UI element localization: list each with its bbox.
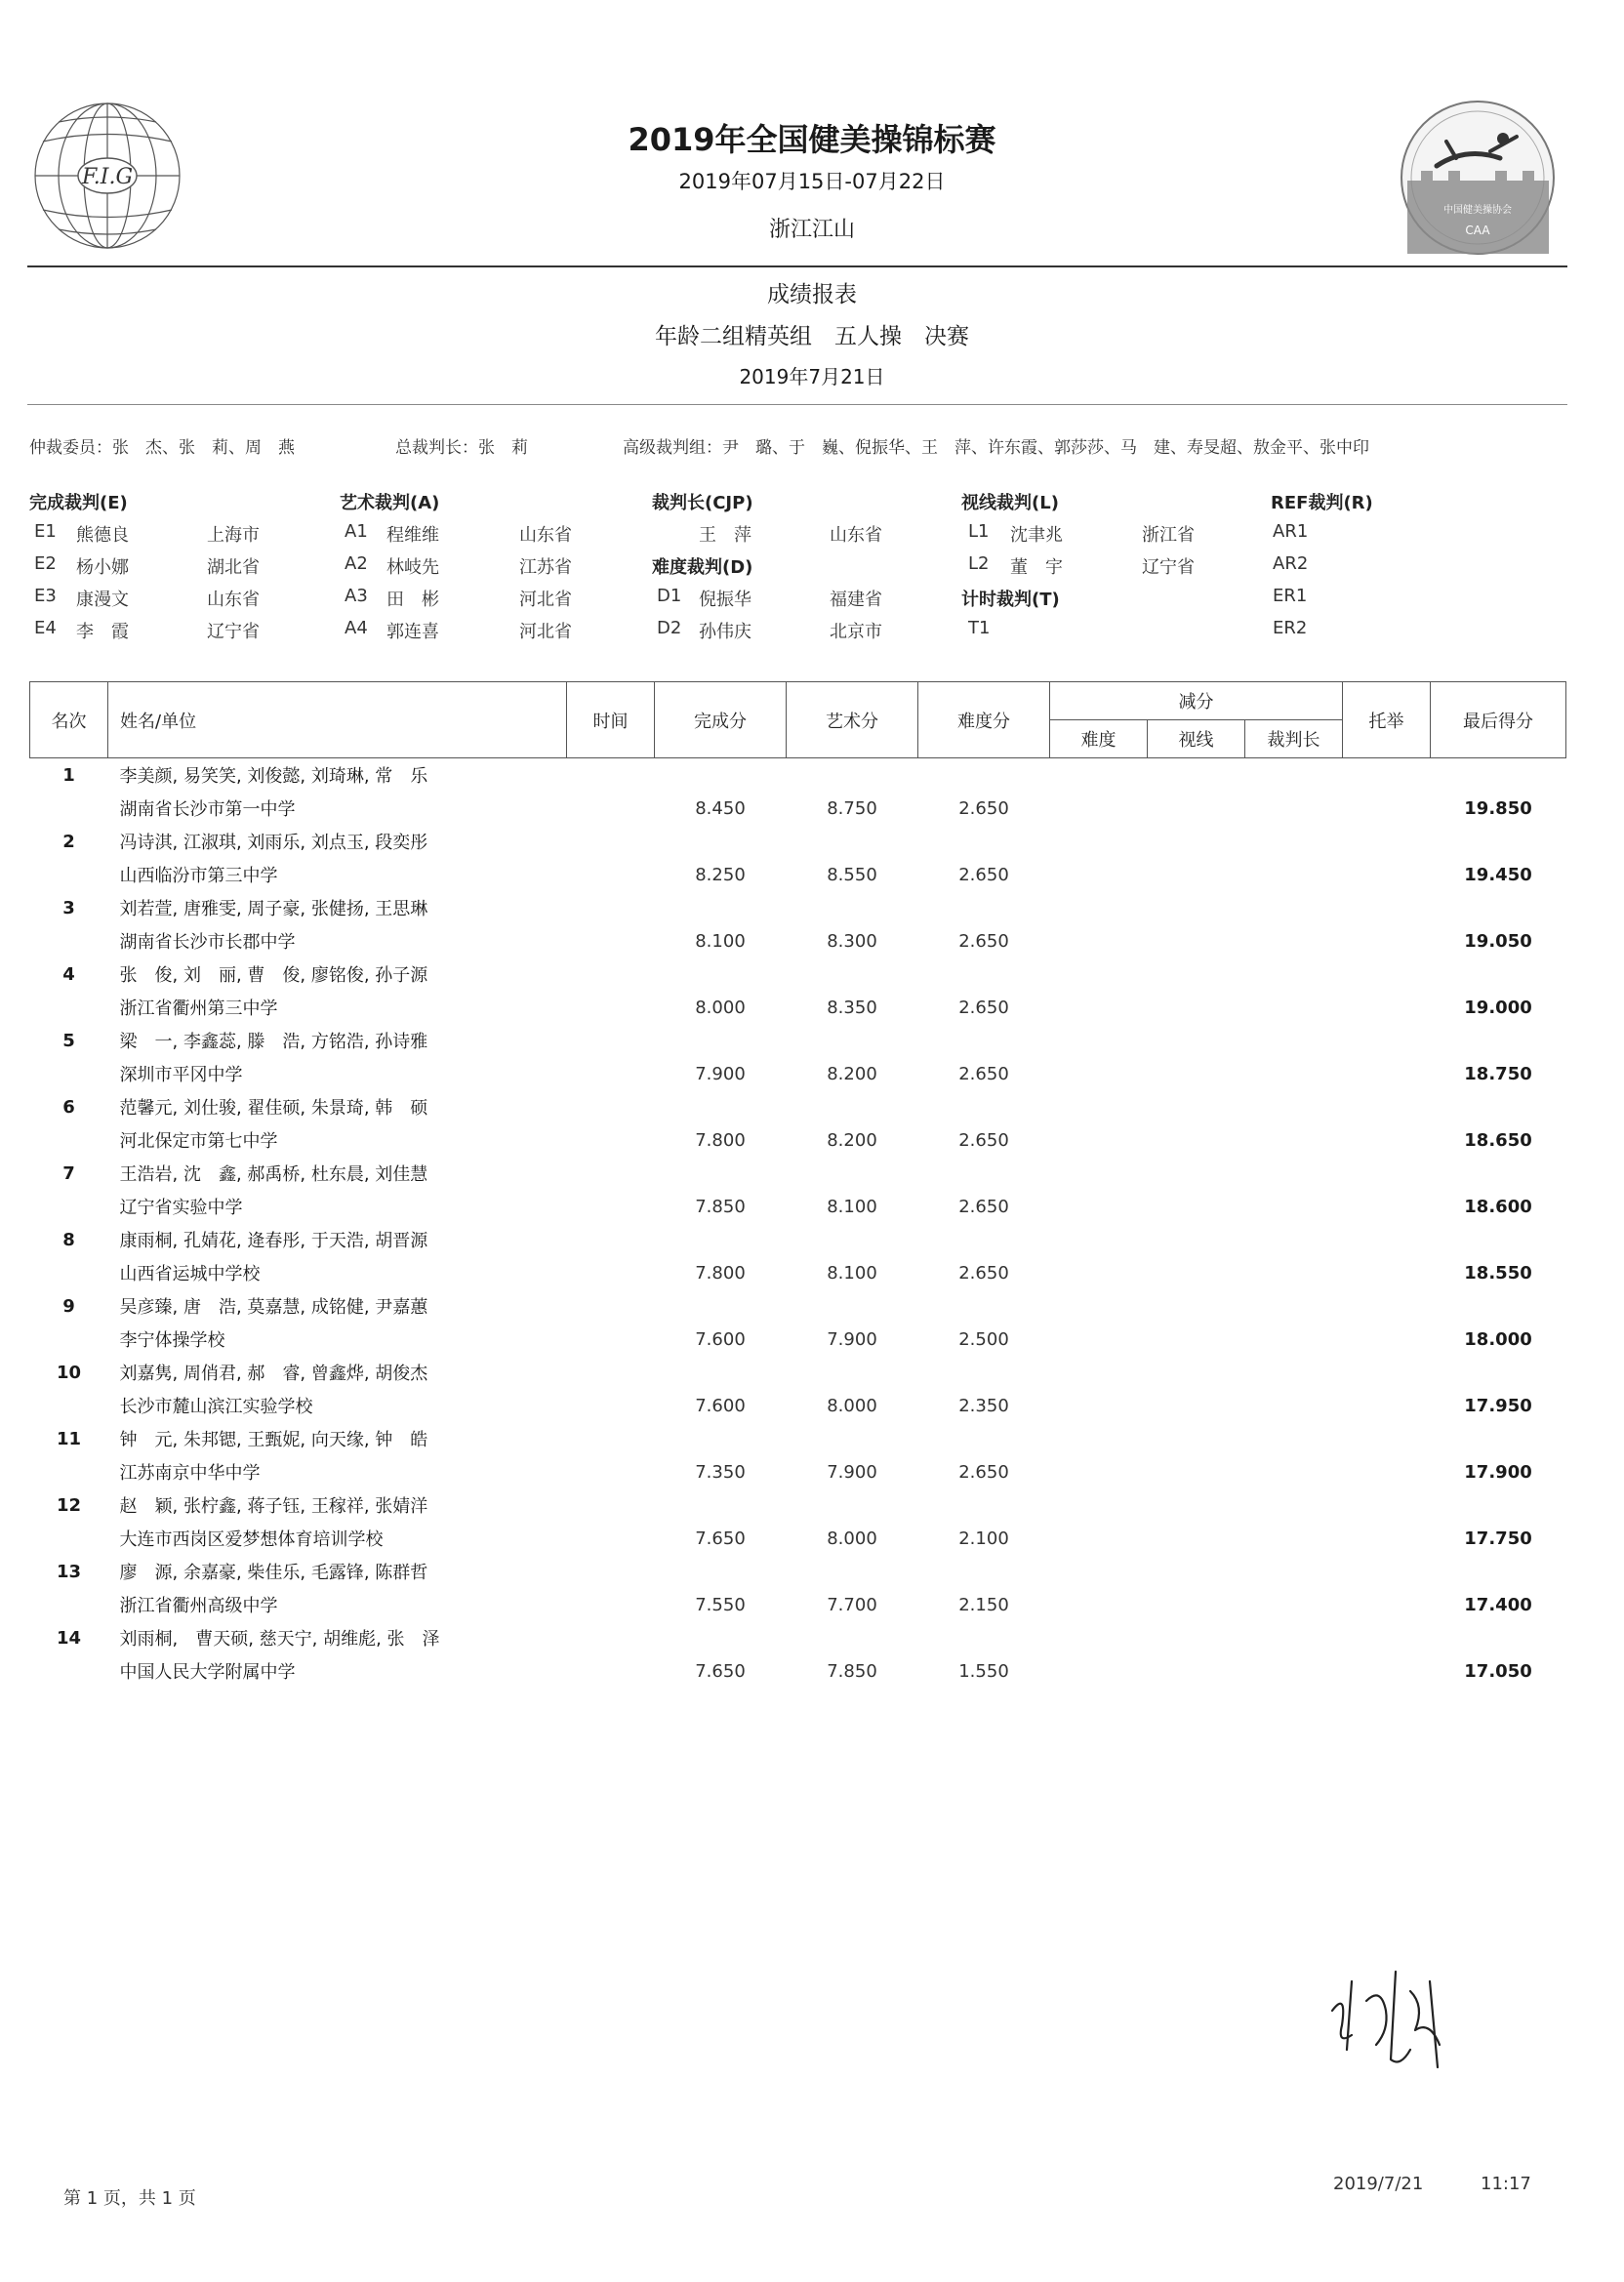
lift-cell [1343,924,1431,958]
ded-difficulty-cell [1050,1654,1148,1688]
table-row [30,825,1566,858]
ded-cjp-cell [1245,924,1343,958]
ded-cjp-cell [1245,1455,1343,1488]
ref-judge-code: AR2 [1273,553,1309,574]
difficulty-score: 2.500 [958,1328,1009,1350]
event-venue: 浙江江山 [768,218,855,242]
lift-cell [1343,1654,1431,1688]
ded-cjp-cell [1245,1389,1343,1422]
ded-cjp-cell [1245,1256,1343,1289]
table-row-scores [30,1588,1566,1621]
page-number: 第 1 页，共 1 页 [63,2188,196,2209]
table-row [30,1488,1566,1522]
ded-cjp-cell [1245,1654,1343,1688]
table-row [30,891,1566,924]
execution-score: 7.650 [695,1660,746,1682]
ded-line-cell [1148,1123,1245,1157]
time-cell [567,792,655,825]
report-subtitle: 年龄二组精英组 五人操 决赛 [655,324,969,349]
athletes-cell: 李美颜, 易笑笑, 刘俊懿, 刘琦琳, 常 乐 [119,766,428,787]
col-lift: 托举 [1343,682,1431,758]
execution-score: 7.350 [695,1461,746,1483]
execution-score: 8.250 [695,864,746,885]
final-score: 18.000 [1464,1328,1532,1350]
timer-judge-title: 计时裁判(T) [961,590,1060,610]
final-score: 17.050 [1464,1660,1532,1682]
rank-cell: 1 [62,764,75,786]
ded-cjp-cell [1245,792,1343,825]
athletes-cell: 吴彦臻, 唐 浩, 莫嘉慧, 成铭健, 尹嘉蕙 [119,1297,428,1318]
event-dates: 2019年07月15日-07月22日 [678,170,946,193]
rank-cell: 13 [56,1561,82,1582]
artistry-score: 8.000 [827,1528,877,1549]
difficulty-score: 2.650 [958,864,1009,885]
rank-cell: 5 [62,1030,75,1051]
rank-cell: 2 [62,831,75,852]
lift-cell [1343,1057,1431,1090]
col-rank: 名次 [30,682,108,758]
artistry-score: 8.350 [827,997,877,1018]
ref-judge-code: ER1 [1273,586,1308,606]
ded-line-cell [1148,1588,1245,1621]
final-score: 18.750 [1464,1063,1532,1084]
col-execution: 完成分 [655,682,787,758]
final-score: 17.950 [1464,1395,1532,1416]
table-row [30,758,1566,793]
execution-score: 7.800 [695,1129,746,1151]
ded-difficulty-cell [1050,1389,1148,1422]
results-table-header [30,682,1566,758]
difficulty-score: 2.650 [958,997,1009,1018]
cjp-title: 裁判长(CJP) [652,493,753,513]
time-cell [567,991,655,1024]
col-artistry: 艺术分 [787,682,918,758]
unit-cell: 山西省运城中学校 [119,1264,261,1284]
print-time: 11:17 [1481,2174,1531,2194]
time-cell [567,1588,655,1621]
col-final: 最后得分 [1431,682,1566,758]
final-score: 17.400 [1464,1594,1532,1615]
execution-score: 8.450 [695,797,746,819]
athletes-cell: 冯诗淇, 江淑琪, 刘雨乐, 刘点玉, 段奕彤 [119,833,428,853]
artistry-score: 7.850 [827,1660,877,1682]
results-table [29,681,1566,1688]
ded-difficulty-cell [1050,1256,1148,1289]
rank-cell: 4 [62,963,75,985]
ded-difficulty-cell [1050,1455,1148,1488]
rank-cell: 14 [56,1627,82,1649]
lift-cell [1343,1123,1431,1157]
table-row [30,958,1566,991]
ded-cjp-cell [1245,1588,1343,1621]
final-score: 18.600 [1464,1196,1532,1217]
time-cell [567,858,655,891]
ded-difficulty-cell [1050,1190,1148,1223]
athletes-cell: 康雨桐, 孔婧花, 逄春彤, 于天浩, 胡晋源 [119,1231,428,1251]
ded-line-cell [1148,1190,1245,1223]
svg-text:F.I.G: F.I.G [81,165,134,189]
table-row-scores [30,858,1566,891]
senior-judges: 高级裁判组：尹 璐、于 巍、倪振华、王 萍、许东霞、郭莎莎、马 建、寿旻超、敖金平、张中印 [623,438,1369,458]
artistry-score: 7.900 [827,1328,877,1350]
table-row-scores [30,1123,1566,1157]
ded-line-cell [1148,1389,1245,1422]
lift-cell [1343,1522,1431,1555]
table-row-scores [30,1389,1566,1422]
artistry-score: 8.000 [827,1395,877,1416]
ded-cjp-cell [1245,1123,1343,1157]
table-row-scores [30,1522,1566,1555]
athletes-cell: 张 俊, 刘 丽, 曹 俊, 廖铭俊, 孙子源 [119,965,428,986]
artistry-score: 8.550 [827,864,877,885]
athletes-cell: 王浩岩, 沈 鑫, 郝禹桥, 杜东晨, 刘佳慧 [119,1164,428,1185]
ded-line-cell [1148,924,1245,958]
final-score: 19.050 [1464,930,1532,952]
table-row-scores [30,924,1566,958]
execution-score: 7.550 [695,1594,746,1615]
line-judges-title: 视线裁判(L) [961,493,1059,513]
lift-cell [1343,1588,1431,1621]
ded-line-cell [1148,1522,1245,1555]
final-score: 18.650 [1464,1129,1532,1151]
unit-cell: 大连市西岗区爱梦想体育培训学校 [119,1529,384,1550]
report-title: 成绩报表 [767,282,857,307]
unit-cell: 辽宁省实验中学 [119,1198,243,1218]
difficulty-score: 2.650 [958,1063,1009,1084]
col-difficulty: 难度分 [918,682,1050,758]
ded-line-cell [1148,991,1245,1024]
ded-cjp-cell [1245,1190,1343,1223]
table-row [30,1356,1566,1389]
ded-difficulty-cell [1050,1123,1148,1157]
final-score: 17.750 [1464,1528,1532,1549]
time-cell [567,924,655,958]
unit-cell: 浙江省衢州高级中学 [119,1596,278,1616]
ded-line-cell [1148,1256,1245,1289]
execution-score: 7.650 [695,1528,746,1549]
table-row-scores [30,1654,1566,1688]
time-cell [567,1455,655,1488]
final-score: 18.550 [1464,1262,1532,1284]
artistry-score: 8.750 [827,797,877,819]
ded-line-cell [1148,1455,1245,1488]
lift-cell [1343,1455,1431,1488]
page-title: 2019年全国健美操锦标赛 [628,121,996,158]
report-divider [27,404,1567,405]
execution-score: 8.100 [695,930,746,952]
ded-cjp-cell [1245,1522,1343,1555]
ded-difficulty-cell [1050,792,1148,825]
table-row [30,1289,1566,1323]
time-cell [567,1389,655,1422]
difficulty-score: 2.650 [958,1461,1009,1483]
report-date: 2019年7月21日 [739,365,885,388]
rank-cell: 3 [62,897,75,918]
jury-members: 仲裁委员：张 杰、张 莉、周 燕 [29,438,295,458]
unit-cell: 李宁体操学校 [119,1330,225,1351]
rank-cell: 9 [62,1295,75,1317]
difficulty-judges-title: 难度裁判(D) [652,557,753,578]
ded-cjp-cell [1245,1057,1343,1090]
difficulty-score: 2.650 [958,1262,1009,1284]
artistry-score: 8.200 [827,1063,877,1084]
artistry-score: 8.300 [827,930,877,952]
final-score: 17.900 [1464,1461,1532,1483]
ded-line-cell [1148,858,1245,891]
unit-cell: 江苏南京中华中学 [119,1463,261,1484]
col-ded-line: 视线 [1148,720,1245,758]
ded-difficulty-cell [1050,1588,1148,1621]
table-row-scores [30,1323,1566,1356]
time-cell [567,1057,655,1090]
rank-cell: 8 [62,1229,75,1250]
execution-score: 7.600 [695,1395,746,1416]
rank-cell: 10 [56,1362,82,1383]
lift-cell [1343,792,1431,825]
final-score: 19.000 [1464,997,1532,1018]
rank-cell: 12 [56,1494,82,1516]
difficulty-score: 2.150 [958,1594,1009,1615]
svg-text:中国健美操协会: 中国健美操协会 [1443,205,1512,216]
execution-score: 7.850 [695,1196,746,1217]
ded-cjp-cell [1245,991,1343,1024]
col-deduction: 减分 [1050,682,1343,720]
table-row [30,1024,1566,1057]
svg-text:CAA: CAA [1465,224,1490,237]
table-row [30,1223,1566,1256]
unit-cell: 深圳市平冈中学 [119,1065,243,1085]
execution-score: 8.000 [695,997,746,1018]
difficulty-score: 2.650 [958,797,1009,819]
athletes-cell: 刘雨桐, 曹天硕, 慈天宁, 胡维彪, 张 泽 [119,1629,440,1650]
lift-cell [1343,1389,1431,1422]
lift-cell [1343,858,1431,891]
results-table-body [30,758,1566,1689]
athletes-cell: 刘嘉隽, 周俏君, 郝 睿, 曾鑫烨, 胡俊杰 [119,1364,428,1384]
time-cell [567,1654,655,1688]
unit-cell: 河北保定市第七中学 [119,1131,278,1152]
execution-score: 7.900 [695,1063,746,1084]
ded-line-cell [1148,1057,1245,1090]
athletes-cell: 梁 一, 李鑫蕊, 滕 浩, 方铭浩, 孙诗雅 [119,1032,428,1052]
lift-cell [1343,1256,1431,1289]
artistry-score: 8.100 [827,1196,877,1217]
execution-judges-title: 完成裁判(E) [29,493,128,513]
lift-cell [1343,1190,1431,1223]
ref-judge-code: ER2 [1273,618,1308,638]
difficulty-score: 1.550 [958,1660,1009,1682]
table-row [30,1157,1566,1190]
ded-difficulty-cell [1050,1522,1148,1555]
execution-score: 7.800 [695,1262,746,1284]
final-score: 19.850 [1464,797,1532,819]
rank-cell: 6 [62,1096,75,1118]
table-row [30,1621,1566,1654]
artistry-score: 7.900 [827,1461,877,1483]
rank-cell: 7 [62,1162,75,1184]
unit-cell: 中国人民大学附属中学 [119,1662,296,1683]
head-judge: 总裁判长：张 莉 [395,438,528,458]
print-date: 2019/7/21 [1333,2174,1424,2194]
timer-judge-code: T1 [968,618,991,638]
signature [1313,1952,1469,2079]
table-row [30,1090,1566,1123]
table-row-scores [30,1057,1566,1090]
difficulty-score: 2.650 [958,1196,1009,1217]
ded-cjp-cell [1245,858,1343,891]
athletes-cell: 范馨元, 刘仕骏, 翟佳硕, 朱景琦, 韩 硕 [119,1098,428,1119]
ded-line-cell [1148,1654,1245,1688]
difficulty-score: 2.100 [958,1528,1009,1549]
ded-line-cell [1148,1323,1245,1356]
artistry-score: 8.100 [827,1262,877,1284]
table-row [30,1422,1566,1455]
unit-cell: 浙江省衢州第三中学 [119,998,278,1019]
athletes-cell: 钟 元, 朱邦锶, 王甄妮, 向天缘, 钟 皓 [119,1430,428,1450]
final-score: 19.450 [1464,864,1532,885]
artistry-score: 7.700 [827,1594,877,1615]
col-ded-difficulty: 难度 [1050,720,1148,758]
col-time: 时间 [567,682,655,758]
difficulty-score: 2.650 [958,1129,1009,1151]
ded-difficulty-cell [1050,924,1148,958]
athletes-cell: 刘若萱, 唐雅雯, 周子豪, 张健扬, 王思琳 [119,899,428,919]
unit-cell: 山西临汾市第三中学 [119,866,278,886]
ref-judges-title: REF裁判(R) [1271,493,1373,513]
ref-judge-code: AR1 [1273,521,1309,542]
table-row-scores [30,1455,1566,1488]
lift-cell [1343,991,1431,1024]
lift-cell [1343,1323,1431,1356]
athletes-cell: 廖 源, 余嘉豪, 柴佳乐, 毛露锋, 陈群哲 [119,1563,428,1583]
col-ded-cjp: 裁判长 [1245,720,1343,758]
table-row-scores [30,1190,1566,1223]
table-row-scores [30,792,1566,825]
difficulty-score: 2.650 [958,930,1009,952]
unit-cell: 湖南省长沙市长郡中学 [119,932,296,953]
athletes-cell: 赵 颖, 张柠鑫, 蒋子钰, 王稼祥, 张婧洋 [119,1496,428,1517]
rank-cell: 11 [56,1428,82,1449]
ded-difficulty-cell [1050,1057,1148,1090]
time-cell [567,1323,655,1356]
ded-difficulty-cell [1050,858,1148,891]
time-cell [567,1256,655,1289]
difficulty-score: 2.350 [958,1395,1009,1416]
ded-cjp-cell [1245,1323,1343,1356]
table-row-scores [30,991,1566,1024]
ded-difficulty-cell [1050,1323,1148,1356]
unit-cell: 长沙市麓山滨江实验学校 [119,1397,313,1417]
time-cell [567,1190,655,1223]
artistic-judges-title: 艺术裁判(A) [340,493,440,513]
unit-cell: 湖南省长沙市第一中学 [119,799,296,820]
col-name: 姓名/单位 [108,682,567,758]
table-row-scores [30,1256,1566,1289]
table-row [30,1555,1566,1588]
header-divider [27,265,1567,267]
time-cell [567,1522,655,1555]
time-cell [567,1123,655,1157]
ded-line-cell [1148,792,1245,825]
artistry-score: 8.200 [827,1129,877,1151]
ded-difficulty-cell [1050,991,1148,1024]
execution-score: 7.600 [695,1328,746,1350]
